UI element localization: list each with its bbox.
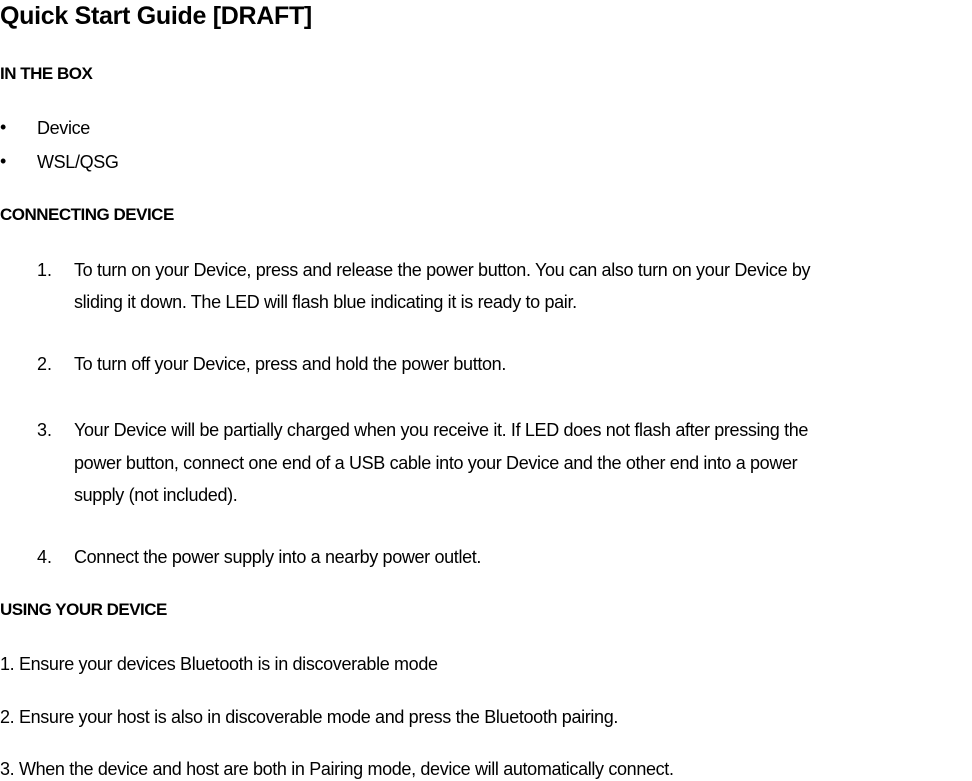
step-number: 3. (37, 420, 53, 440)
using-line-1: 1. Ensure your devices Bluetooth is in discoverable mode (0, 654, 438, 674)
box-item-device: Device (37, 118, 90, 138)
step-4-line-1: Connect the power supply into a nearby power outlet. (74, 547, 482, 567)
step-number: 4. (37, 547, 53, 567)
box-item-wsl-qsg: WSL/QSG (37, 152, 119, 172)
step-3-line-1: Your Device will be partially charged when you receive it. If LED does not flash after pressing the (74, 420, 809, 440)
in-the-box-heading: IN THE BOX (0, 64, 93, 83)
step-3-line-2: power button, connect one end of a USB cable into your Device and the other end into a power (74, 453, 798, 473)
step-number: 1. (37, 260, 53, 280)
step-1-line-1: To turn on your Device, press and release the power button. You can also turn on your Device by (74, 260, 811, 280)
connecting-device-heading: CONNECTING DEVICE (0, 205, 174, 224)
step-1-line-2: sliding it down. The LED will flash blue indicating it is ready to pair. (74, 292, 577, 312)
using-device-heading: USING YOUR DEVICE (0, 600, 167, 619)
using-line-2: 2. Ensure your host is also in discoverable mode and press the Bluetooth pairing. (0, 707, 619, 727)
bullet-icon: • (0, 151, 7, 171)
step-2-line-1: To turn off your Device, press and hold the power button. (74, 354, 506, 374)
step-number: 2. (37, 354, 53, 374)
page-title: Quick Start Guide [DRAFT] (0, 2, 312, 30)
step-3-line-3: supply (not included). (74, 485, 238, 505)
bullet-icon: • (0, 117, 7, 137)
using-line-3: 3. When the device and host are both in Pairing mode, device will automatically connect. (0, 759, 674, 779)
